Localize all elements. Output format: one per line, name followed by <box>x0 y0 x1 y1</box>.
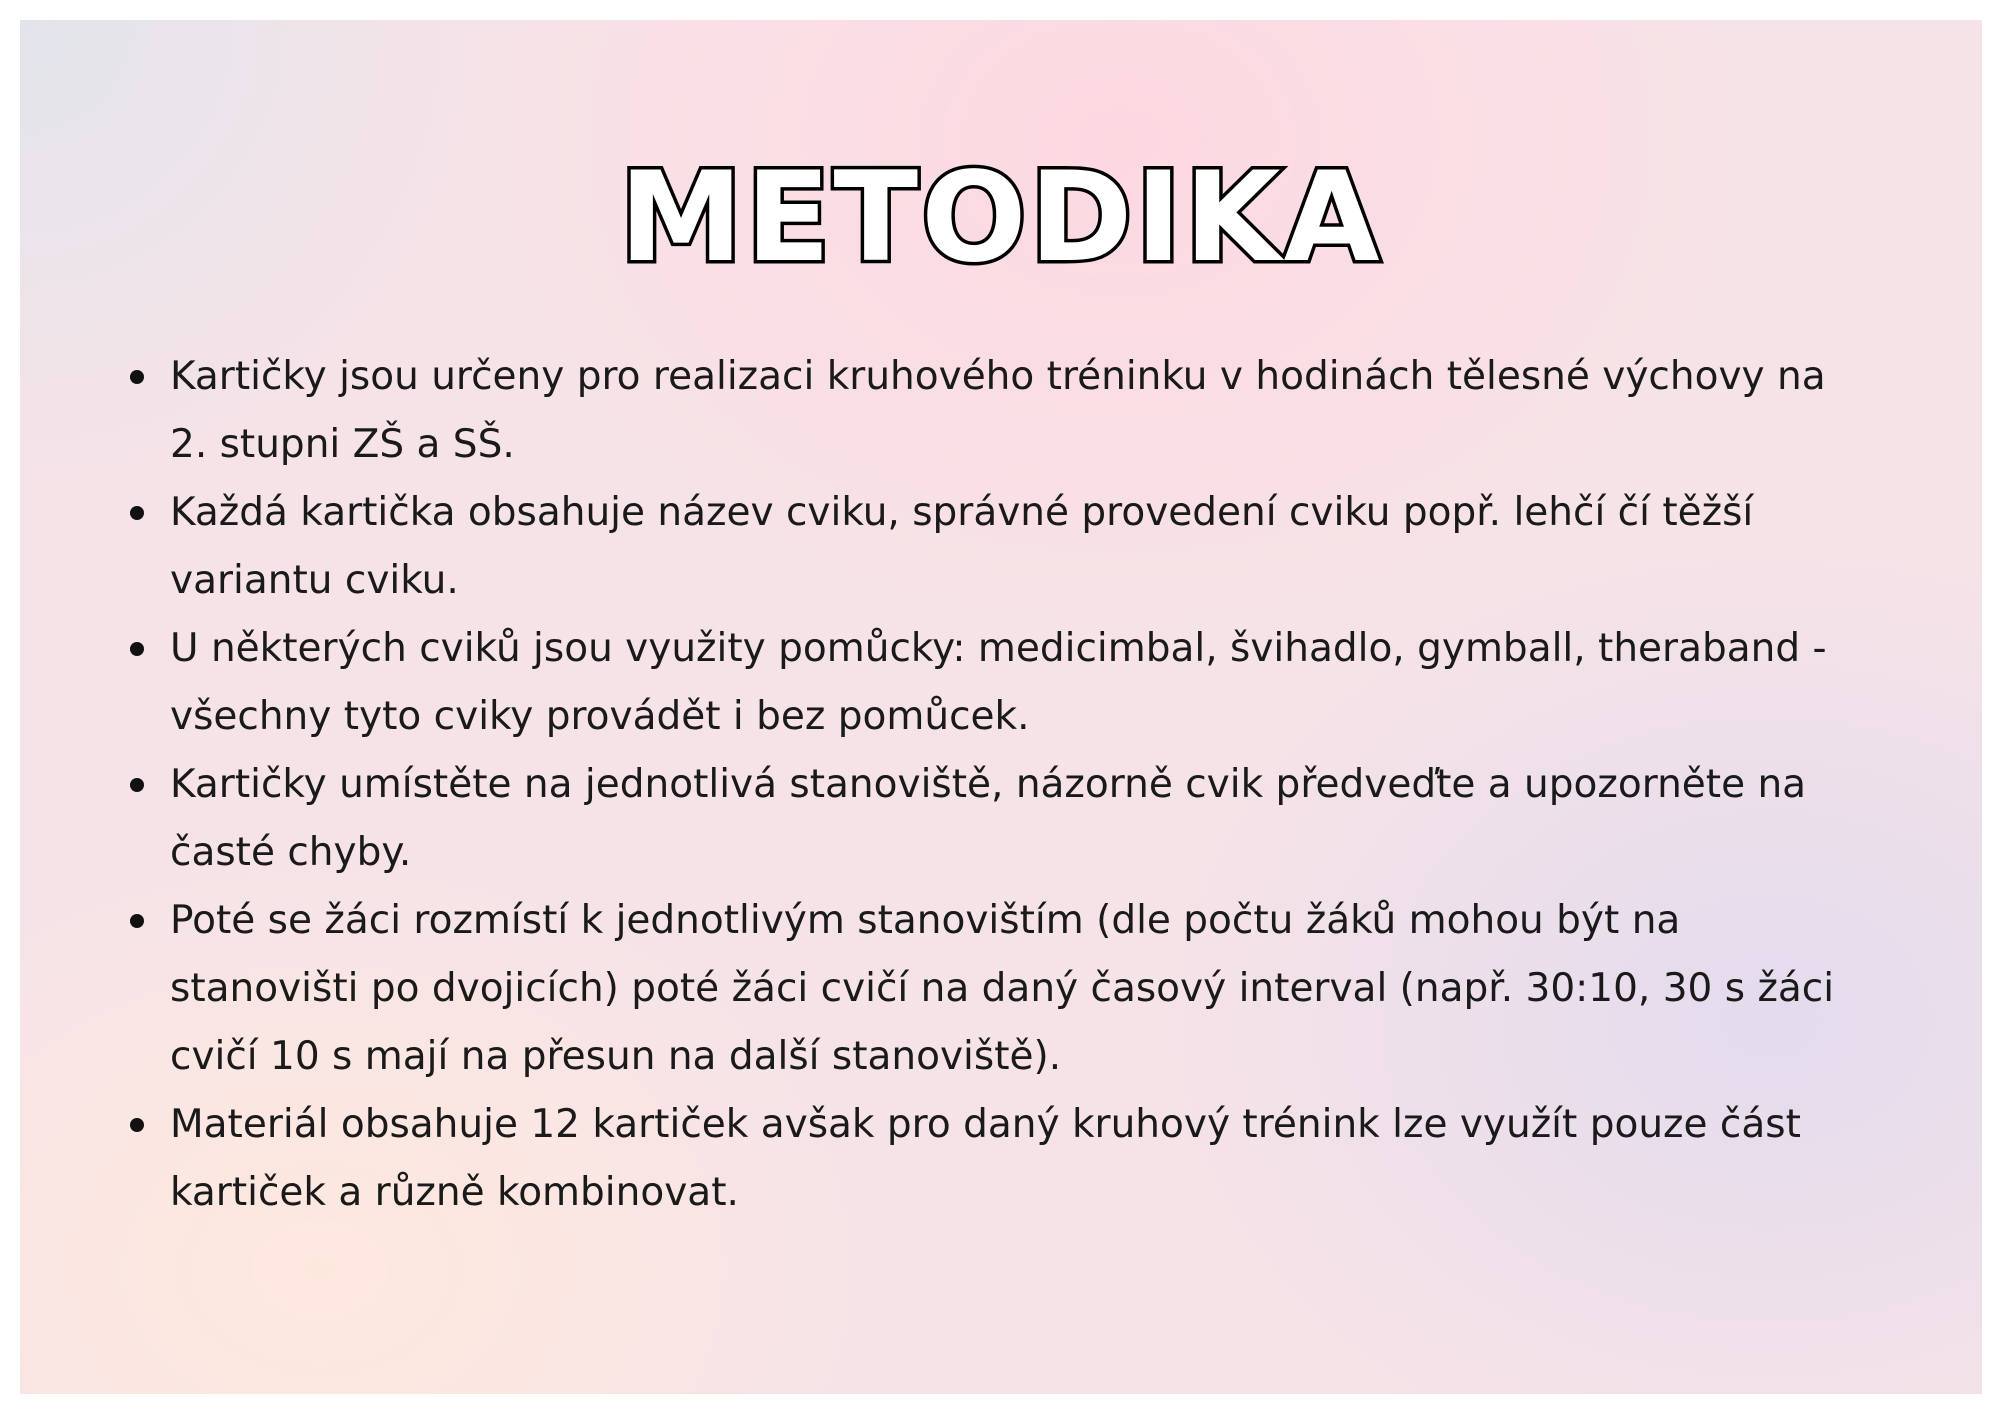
list-item-text: kartiček a různě kombinovat. <box>170 1170 739 1215</box>
list-item <box>110 343 1890 479</box>
list-item <box>110 615 1890 751</box>
list-item <box>110 751 1890 887</box>
list-item-text: Poté se žáci rozmístí k jednotlivým stanovištím (dle počtu žáků mohou být na <box>170 898 1681 943</box>
document-page <box>20 20 1982 1394</box>
list-item-text: Kartičky jsou určeny pro realizaci kruhového tréninku v hodinách tělesné výchovy na <box>170 354 1826 399</box>
bullet-icon <box>130 642 144 656</box>
bullet-icon <box>130 778 144 792</box>
list-item-text: stanovišti po dvojicích) poté žáci cvičí na daný časový interval (např. 30:10, 30 s žáci <box>170 966 1835 1011</box>
list-item-text: časté chyby. <box>170 830 412 875</box>
bullet-icon <box>130 914 144 928</box>
list-item <box>110 1091 1890 1227</box>
bullet-icon <box>130 506 144 520</box>
bullet-list <box>110 343 1890 1227</box>
list-item-text: všechny tyto cviky provádět i bez pomůcek. <box>170 694 1030 739</box>
list-item-text: Kartičky umístěte na jednotlivá stanoviště, názorně cvik předveďte a upozorněte na <box>170 762 1807 807</box>
list-item-text: Materiál obsahuje 12 kartiček avšak pro daný kruhový trénink lze využít pouze část <box>170 1102 1801 1147</box>
list-item <box>110 887 1890 1091</box>
list-item-text: U některých cviků jsou využity pomůcky: medicimbal, švihadlo, gymball, theraband - <box>170 626 1827 671</box>
list-item-text: variantu cviku. <box>170 558 459 603</box>
page-title: METODIKA <box>619 146 1383 290</box>
list-item-text: cvičí 10 s mají na přesun na další stanoviště). <box>170 1034 1062 1079</box>
bullet-icon <box>130 1118 144 1132</box>
bullet-icon <box>130 370 144 384</box>
list-item-text: Každá kartička obsahuje název cviku, správné provedení cviku popř. lehčí čí těžší <box>170 490 1754 535</box>
list-item <box>110 479 1890 615</box>
list-item-text: 2. stupni ZŠ a SŠ. <box>170 422 515 467</box>
